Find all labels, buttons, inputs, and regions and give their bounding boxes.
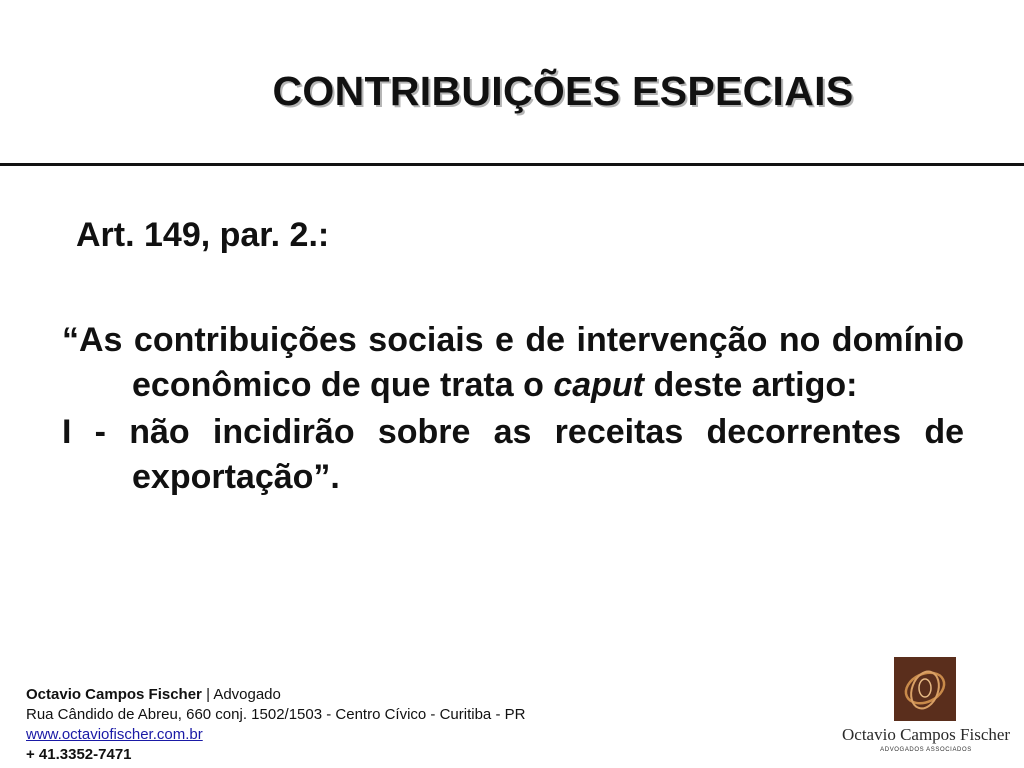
footer-website-link[interactable]: www.octaviofischer.com.br — [26, 726, 203, 743]
footer-website-line — [26, 725, 525, 745]
footer-address: Rua Cândido de Abreu, 660 conj. 1502/1503 - Centro Cívico - Curitiba - PR — [26, 706, 526, 723]
title-divider — [0, 163, 1024, 166]
slide-title: CONTRIBUIÇÕES ESPECIAIS — [272, 68, 854, 114]
oval-rings-logo-icon — [894, 657, 956, 721]
footer-separator: | — [201, 686, 214, 703]
quote-paragraph-1-tail: deste artigo: — [644, 366, 858, 404]
footer-phone: + 41.3352-7471 — [26, 746, 132, 763]
caput-italic-term: caput — [553, 366, 644, 404]
firm-logo — [842, 657, 1010, 761]
logo-subtitle: ADVOGADOS ASSOCIADOS — [880, 747, 972, 753]
quote-paragraph-2: I - não incidirão sobre as receitas decorrentes de exportação”. — [62, 413, 964, 496]
logo-wordmark: Octavio Campos Fischer — [842, 725, 1011, 744]
footer-contact — [26, 685, 525, 765]
quote-paragraph-1-text: “As contribuições sociais e de intervenção no domínio econômico de que trata o — [62, 321, 964, 404]
article-reference: Art. 149, par. 2.: — [76, 216, 330, 254]
quote-paragraph-1 — [62, 318, 964, 408]
footer-role: Advogado — [213, 686, 281, 703]
footer-name: Octavio Campos Fischer — [26, 686, 202, 703]
quote-block — [62, 318, 964, 500]
footer-name-line — [26, 685, 525, 705]
